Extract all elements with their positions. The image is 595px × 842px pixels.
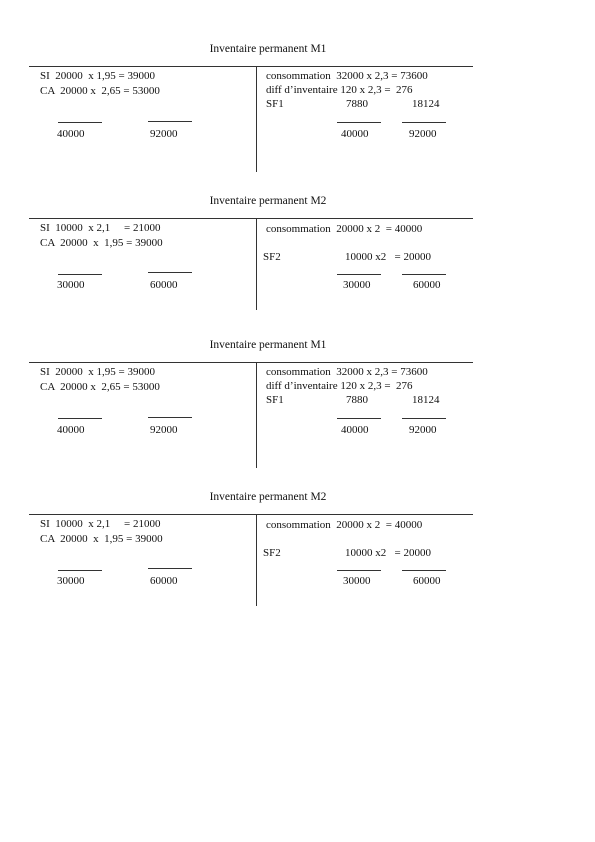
account-center-rule	[256, 66, 257, 172]
debit-line-si: SI 10000 x 2,1 = 21000	[40, 222, 161, 234]
debit-line-si: SI 20000 x 1,95 = 39000	[40, 70, 155, 82]
credit-sf-qty: 7880	[346, 394, 368, 406]
account-top-rule	[29, 218, 473, 219]
debit-total-amount: 60000	[150, 575, 178, 587]
t-account-m1	[0, 339, 595, 479]
credit-total-qty: 40000	[341, 128, 369, 140]
credit-total-underline	[337, 570, 381, 571]
debit-line-si: SI 20000 x 1,95 = 39000	[40, 366, 155, 378]
credit-sf-calc: 10000 x2 = 20000	[345, 251, 431, 263]
credit-total-underline	[402, 570, 446, 571]
credit-sf-calc: 10000 x2 = 20000	[345, 547, 431, 559]
debit-line-ca: CA 20000 x 2,65 = 53000	[40, 85, 160, 97]
t-account-m1	[0, 43, 595, 183]
debit-total-underline	[148, 568, 192, 569]
account-center-rule	[256, 218, 257, 310]
credit-total-underline	[337, 122, 381, 123]
credit-total-qty: 40000	[341, 424, 369, 436]
debit-total-underline	[58, 122, 102, 123]
debit-total-amount: 92000	[150, 424, 178, 436]
debit-total-qty: 40000	[57, 128, 85, 140]
credit-total-underline	[402, 274, 446, 275]
debit-total-qty: 40000	[57, 424, 85, 436]
credit-total-amount: 92000	[409, 424, 437, 436]
credit-total-amount: 92000	[409, 128, 437, 140]
credit-line-consommation: consommation 32000 x 2,3 = 73600	[266, 70, 428, 82]
t-account-m2	[0, 491, 595, 631]
credit-total-amount: 60000	[413, 575, 441, 587]
credit-sf-label: SF1	[266, 98, 284, 110]
credit-line-diff-inventaire: diff d’inventaire 120 x 2,3 = 276	[266, 380, 413, 392]
account-title: Inventaire permanent M2	[209, 491, 327, 503]
account-title: Inventaire permanent M1	[209, 339, 327, 351]
credit-line-diff-inventaire: diff d’inventaire 120 x 2,3 = 276	[266, 84, 413, 96]
credit-total-underline	[402, 122, 446, 123]
debit-total-underline	[148, 121, 192, 122]
debit-total-qty: 30000	[57, 279, 85, 291]
debit-total-underline	[148, 272, 192, 273]
credit-total-qty: 30000	[343, 279, 371, 291]
debit-total-underline	[148, 417, 192, 418]
credit-total-qty: 30000	[343, 575, 371, 587]
credit-sf-label: SF2	[263, 547, 281, 559]
t-account-m2	[0, 195, 595, 335]
credit-sf-label: SF1	[266, 394, 284, 406]
debit-total-underline	[58, 570, 102, 571]
debit-line-ca: CA 20000 x 1,95 = 39000	[40, 237, 163, 249]
debit-total-amount: 92000	[150, 128, 178, 140]
debit-line-ca: CA 20000 x 2,65 = 53000	[40, 381, 160, 393]
account-top-rule	[29, 66, 473, 67]
debit-total-qty: 30000	[57, 575, 85, 587]
account-center-rule	[256, 514, 257, 606]
credit-total-underline	[337, 418, 381, 419]
credit-line-consommation: consommation 20000 x 2 = 40000	[266, 519, 423, 531]
credit-total-amount: 60000	[413, 279, 441, 291]
credit-line-consommation: consommation 20000 x 2 = 40000	[266, 223, 423, 235]
credit-total-underline	[337, 274, 381, 275]
account-title: Inventaire permanent M1	[209, 43, 327, 55]
debit-line-ca: CA 20000 x 1,95 = 39000	[40, 533, 163, 545]
debit-total-underline	[58, 418, 102, 419]
credit-sf-label: SF2	[263, 251, 281, 263]
credit-total-underline	[402, 418, 446, 419]
account-title: Inventaire permanent M2	[209, 195, 327, 207]
credit-sf-amount: 18124	[412, 98, 440, 110]
credit-line-consommation: consommation 32000 x 2,3 = 73600	[266, 366, 428, 378]
account-top-rule	[29, 362, 473, 363]
account-top-rule	[29, 514, 473, 515]
debit-total-amount: 60000	[150, 279, 178, 291]
debit-total-underline	[58, 274, 102, 275]
account-center-rule	[256, 362, 257, 468]
debit-line-si: SI 10000 x 2,1 = 21000	[40, 518, 161, 530]
credit-sf-qty: 7880	[346, 98, 368, 110]
credit-sf-amount: 18124	[412, 394, 440, 406]
